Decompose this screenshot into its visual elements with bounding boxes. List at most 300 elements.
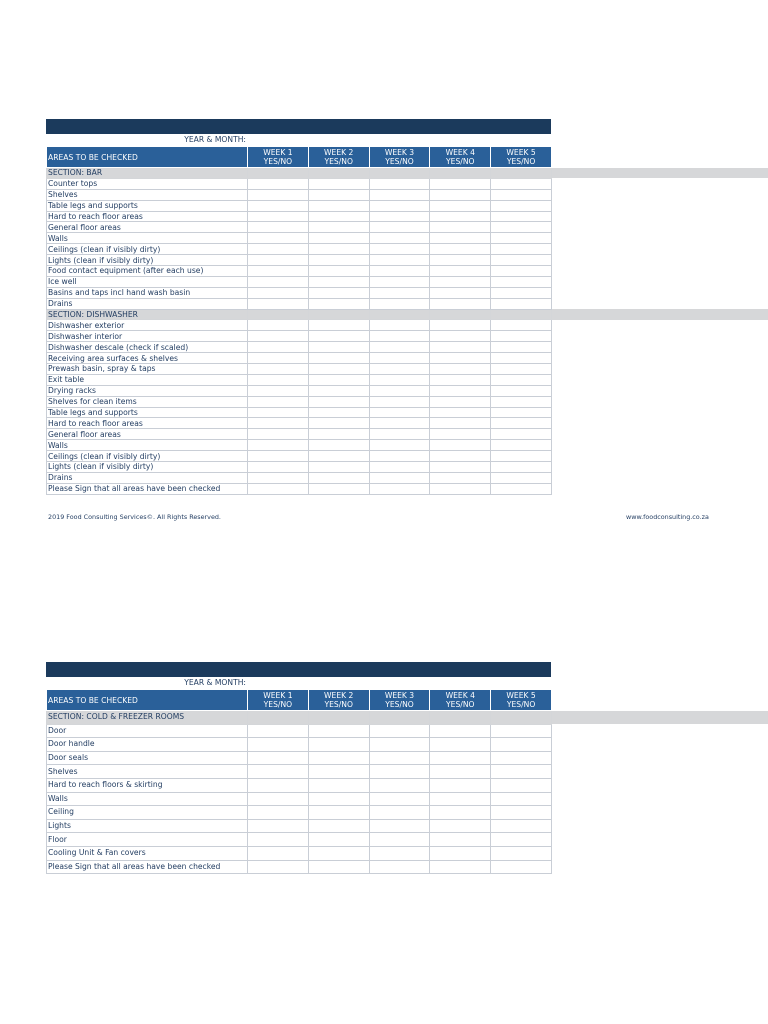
week-5-check-cell[interactable] — [491, 724, 552, 738]
table-row — [47, 266, 552, 277]
week-4-check-cell[interactable] — [430, 364, 491, 375]
week-2-check-cell[interactable] — [308, 451, 369, 462]
week-1-column-header: WEEK 1 YES/NO — [248, 690, 309, 711]
week-2-check-cell[interactable] — [308, 418, 369, 429]
week-2-check-cell[interactable] — [308, 396, 369, 407]
week-4-check-cell[interactable] — [430, 738, 491, 752]
week-4-check-cell[interactable] — [430, 266, 491, 277]
week-5-check-cell[interactable] — [491, 396, 552, 407]
table-row — [47, 451, 552, 462]
week-3-check-cell[interactable] — [369, 462, 430, 473]
week-5-check-cell[interactable] — [491, 342, 552, 353]
week-4-check-cell[interactable] — [430, 244, 491, 255]
week-5-check-cell[interactable] — [491, 331, 552, 342]
week-4-check-cell — [430, 309, 491, 320]
week-1-check-cell[interactable] — [248, 462, 309, 473]
week-4-check-cell[interactable] — [430, 374, 491, 385]
table-row — [47, 178, 552, 189]
week-5-check-cell[interactable] — [491, 276, 552, 287]
week-3-check-cell[interactable] — [369, 751, 430, 765]
week-1-check-cell[interactable] — [248, 222, 309, 233]
table-row — [47, 276, 552, 287]
week-1-check-cell — [248, 168, 309, 179]
week-4-check-cell[interactable] — [430, 211, 491, 222]
week-3-check-cell[interactable] — [369, 266, 430, 277]
week-3-check-cell[interactable] — [369, 483, 430, 494]
section-header-row — [47, 711, 552, 725]
week-4-check-cell[interactable] — [430, 846, 491, 860]
area-label: Ceilings (clean if visibly dirty) — [47, 451, 248, 462]
website-link[interactable]: www.foodconsulting.co.za — [626, 513, 709, 521]
week-3-check-cell[interactable] — [369, 364, 430, 375]
area-label: Dishwasher exterior — [47, 320, 248, 331]
week-3-check-cell[interactable] — [369, 233, 430, 244]
week-5-check-cell[interactable] — [491, 178, 552, 189]
week-4-check-cell[interactable] — [430, 298, 491, 309]
week-2-check-cell[interactable] — [308, 792, 369, 806]
week-3-check-cell[interactable] — [369, 385, 430, 396]
week-4-check-cell[interactable] — [430, 385, 491, 396]
area-label: Dishwasher descale (check if scaled) — [47, 342, 248, 353]
week-4-check-cell — [430, 711, 491, 725]
week-3-check-cell[interactable] — [369, 819, 430, 833]
week-1-check-cell[interactable] — [248, 298, 309, 309]
week-5-check-cell[interactable] — [491, 385, 552, 396]
table-row — [47, 233, 552, 244]
week-5-check-cell[interactable] — [491, 751, 552, 765]
week-2-check-cell[interactable] — [308, 200, 369, 211]
area-label: Table legs and supports — [47, 407, 248, 418]
week-3-check-cell[interactable] — [369, 374, 430, 385]
week-3-check-cell[interactable] — [369, 765, 430, 779]
week-4-check-cell[interactable] — [430, 222, 491, 233]
week-1-check-cell[interactable] — [248, 396, 309, 407]
week-3-check-cell — [369, 309, 430, 320]
area-label: Ceilings (clean if visibly dirty) — [47, 244, 248, 255]
week-4-check-cell[interactable] — [430, 806, 491, 820]
week-5-check-cell[interactable] — [491, 483, 552, 494]
table-row — [47, 765, 552, 779]
week-2-check-cell[interactable] — [308, 374, 369, 385]
area-label: Basins and taps incl hand wash basin — [47, 287, 248, 298]
week-1-check-cell[interactable] — [248, 320, 309, 331]
week-2-check-cell[interactable] — [308, 778, 369, 792]
week-4-check-cell[interactable] — [430, 331, 491, 342]
week-3-check-cell[interactable] — [369, 276, 430, 287]
week-4-check-cell[interactable] — [430, 451, 491, 462]
area-label: General floor areas — [47, 222, 248, 233]
week-5-check-cell[interactable] — [491, 833, 552, 847]
year-month-row — [46, 134, 551, 146]
week-4-check-cell[interactable] — [430, 396, 491, 407]
table-row — [47, 472, 552, 483]
week-3-check-cell[interactable] — [369, 244, 430, 255]
table-header-row — [47, 147, 552, 168]
week-4-check-cell[interactable] — [430, 407, 491, 418]
week-1-check-cell[interactable] — [248, 738, 309, 752]
week-1-check-cell[interactable] — [248, 429, 309, 440]
week-2-check-cell[interactable] — [308, 331, 369, 342]
week-1-check-cell[interactable] — [248, 806, 309, 820]
area-label: Please Sign that all areas have been checked — [47, 860, 248, 874]
week-1-check-cell[interactable] — [248, 846, 309, 860]
week-5-check-cell[interactable] — [491, 211, 552, 222]
area-label: Shelves — [47, 189, 248, 200]
week-1-check-cell[interactable] — [248, 418, 309, 429]
week-2-check-cell[interactable] — [308, 178, 369, 189]
week-2-check-cell[interactable] — [308, 462, 369, 473]
week-1-check-cell[interactable] — [248, 342, 309, 353]
table-row — [47, 819, 552, 833]
week-2-check-cell[interactable] — [308, 483, 369, 494]
copyright-notice: 2019 Food Consulting Services©. All Rights Reserved. — [48, 513, 221, 521]
week-3-check-cell[interactable] — [369, 472, 430, 483]
table-row — [47, 331, 552, 342]
table-row — [47, 200, 552, 211]
week-4-check-cell[interactable] — [430, 440, 491, 451]
week-4-check-cell[interactable] — [430, 189, 491, 200]
week-5-check-cell[interactable] — [491, 255, 552, 266]
table-row — [47, 778, 552, 792]
week-5-check-cell[interactable] — [491, 806, 552, 820]
week-5-check-cell[interactable] — [491, 462, 552, 473]
section-label: SECTION: BAR — [47, 168, 248, 179]
area-label: Cooling Unit & Fan covers — [47, 846, 248, 860]
week-1-check-cell — [248, 309, 309, 320]
week-1-check-cell[interactable] — [248, 244, 309, 255]
table-row — [47, 462, 552, 473]
week-1-check-cell[interactable] — [248, 189, 309, 200]
week-4-check-cell[interactable] — [430, 178, 491, 189]
week-1-check-cell[interactable] — [248, 353, 309, 364]
area-label: Lights (clean if visibly dirty) — [47, 462, 248, 473]
table-row — [47, 385, 552, 396]
table-row — [47, 255, 552, 266]
week-5-check-cell[interactable] — [491, 200, 552, 211]
week-5-check-cell[interactable] — [491, 778, 552, 792]
week-3-check-cell[interactable] — [369, 331, 430, 342]
week-3-check-cell[interactable] — [369, 833, 430, 847]
area-label: Walls — [47, 440, 248, 451]
table-row — [47, 222, 552, 233]
week-4-check-cell[interactable] — [430, 287, 491, 298]
week-3-check-cell[interactable] — [369, 287, 430, 298]
area-label: Prewash basin, spray & taps — [47, 364, 248, 375]
table-row — [47, 846, 552, 860]
week-2-check-cell[interactable] — [308, 724, 369, 738]
week-2-check-cell[interactable] — [308, 440, 369, 451]
table-row — [47, 211, 552, 222]
week-5-check-cell[interactable] — [491, 233, 552, 244]
week-1-check-cell[interactable] — [248, 451, 309, 462]
area-label: Shelves — [47, 765, 248, 779]
week-1-check-cell[interactable] — [248, 374, 309, 385]
week-1-check-cell[interactable] — [248, 178, 309, 189]
week-4-check-cell[interactable] — [430, 792, 491, 806]
week-2-check-cell[interactable] — [308, 287, 369, 298]
area-label: Floor — [47, 833, 248, 847]
week-2-check-cell[interactable] — [308, 320, 369, 331]
section-label: SECTION: COLD & FREEZER ROOMS — [47, 711, 248, 725]
table-row — [47, 792, 552, 806]
week-3-check-cell[interactable] — [369, 255, 430, 266]
table-row — [47, 751, 552, 765]
week-3-check-cell[interactable] — [369, 222, 430, 233]
week-2-check-cell[interactable] — [308, 244, 369, 255]
week-2-check-cell[interactable] — [308, 738, 369, 752]
week-4-check-cell[interactable] — [430, 833, 491, 847]
section-label: SECTION: DISHWASHER — [47, 309, 248, 320]
week-1-check-cell[interactable] — [248, 440, 309, 451]
week-1-check-cell[interactable] — [248, 233, 309, 244]
area-label: Drying racks — [47, 385, 248, 396]
week-5-check-cell[interactable] — [491, 451, 552, 462]
week-5-check-cell[interactable] — [491, 738, 552, 752]
week-4-check-cell[interactable] — [430, 320, 491, 331]
week-4-check-cell[interactable] — [430, 472, 491, 483]
week-4-check-cell[interactable] — [430, 765, 491, 779]
week-3-check-cell[interactable] — [369, 429, 430, 440]
checklist-table — [46, 146, 552, 495]
area-label: Dishwasher interior — [47, 331, 248, 342]
week-1-check-cell[interactable] — [248, 385, 309, 396]
week-5-check-cell[interactable] — [491, 418, 552, 429]
week-3-check-cell[interactable] — [369, 298, 430, 309]
week-5-check-cell — [491, 309, 552, 320]
week-1-check-cell[interactable] — [248, 287, 309, 298]
week-1-check-cell[interactable] — [248, 724, 309, 738]
week-1-check-cell[interactable] — [248, 778, 309, 792]
week-2-check-cell[interactable] — [308, 860, 369, 874]
area-label: Exit table — [47, 374, 248, 385]
week-5-check-cell[interactable] — [491, 472, 552, 483]
week-5-check-cell[interactable] — [491, 320, 552, 331]
area-label: Food contact equipment (after each use) — [47, 266, 248, 277]
week-1-check-cell[interactable] — [248, 472, 309, 483]
week-4-check-cell — [430, 168, 491, 179]
week-4-check-cell[interactable] — [430, 860, 491, 874]
week-3-check-cell[interactable] — [369, 320, 430, 331]
week-5-check-cell[interactable] — [491, 792, 552, 806]
area-label: Lights — [47, 819, 248, 833]
week-5-check-cell[interactable] — [491, 440, 552, 451]
week-1-check-cell[interactable] — [248, 819, 309, 833]
week-1-check-cell[interactable] — [248, 266, 309, 277]
table-row — [47, 298, 552, 309]
section-header-row — [47, 309, 552, 320]
week-1-check-cell — [248, 711, 309, 725]
week-2-check-cell[interactable] — [308, 255, 369, 266]
week-4-check-cell[interactable] — [430, 724, 491, 738]
week-1-check-cell[interactable] — [248, 255, 309, 266]
week-3-check-cell[interactable] — [369, 792, 430, 806]
areas-column-header: AREAS TO BE CHECKED — [47, 690, 248, 711]
week-2-check-cell[interactable] — [308, 211, 369, 222]
area-label: Walls — [47, 233, 248, 244]
week-2-check-cell[interactable] — [308, 222, 369, 233]
week-5-column-header: WEEK 5 YES/NO — [491, 147, 552, 168]
week-5-check-cell[interactable] — [491, 429, 552, 440]
week-2-check-cell[interactable] — [308, 765, 369, 779]
checklist-sheet-2 — [46, 662, 768, 874]
week-5-check-cell[interactable] — [491, 819, 552, 833]
week-2-check-cell[interactable] — [308, 407, 369, 418]
table-row — [47, 860, 552, 874]
week-5-check-cell[interactable] — [491, 353, 552, 364]
area-label: Counter tops — [47, 178, 248, 189]
week-5-check-cell[interactable] — [491, 860, 552, 874]
week-4-check-cell[interactable] — [430, 418, 491, 429]
week-5-check-cell[interactable] — [491, 266, 552, 277]
week-4-column-header: WEEK 4 YES/NO — [430, 147, 491, 168]
area-label: Drains — [47, 298, 248, 309]
week-4-check-cell[interactable] — [430, 462, 491, 473]
week-4-column-header: WEEK 4 YES/NO — [430, 690, 491, 711]
week-1-check-cell[interactable] — [248, 200, 309, 211]
week-2-check-cell[interactable] — [308, 353, 369, 364]
week-2-check-cell[interactable] — [308, 266, 369, 277]
week-2-check-cell[interactable] — [308, 429, 369, 440]
table-row — [47, 244, 552, 255]
week-2-check-cell[interactable] — [308, 342, 369, 353]
week-5-check-cell[interactable] — [491, 287, 552, 298]
week-5-check-cell[interactable] — [491, 765, 552, 779]
week-2-check-cell[interactable] — [308, 276, 369, 287]
week-1-check-cell[interactable] — [248, 765, 309, 779]
areas-column-header: AREAS TO BE CHECKED — [47, 147, 248, 168]
table-row — [47, 483, 552, 494]
table-row — [47, 806, 552, 820]
week-1-check-cell[interactable] — [248, 331, 309, 342]
area-label: Drains — [47, 472, 248, 483]
week-2-check-cell[interactable] — [308, 833, 369, 847]
week-1-check-cell[interactable] — [248, 276, 309, 287]
checklist-table — [46, 689, 552, 874]
week-3-check-cell — [369, 168, 430, 179]
week-2-check-cell[interactable] — [308, 233, 369, 244]
sheet-banner — [46, 662, 551, 677]
area-label: Hard to reach floor areas — [47, 211, 248, 222]
table-row — [47, 320, 552, 331]
week-3-check-cell[interactable] — [369, 440, 430, 451]
week-2-check-cell[interactable] — [308, 472, 369, 483]
week-1-check-cell[interactable] — [248, 833, 309, 847]
week-1-check-cell[interactable] — [248, 860, 309, 874]
week-1-check-cell[interactable] — [248, 211, 309, 222]
week-4-check-cell[interactable] — [430, 276, 491, 287]
week-4-check-cell[interactable] — [430, 483, 491, 494]
week-3-check-cell[interactable] — [369, 211, 430, 222]
year-month-row — [46, 677, 551, 689]
area-label: Ceiling — [47, 806, 248, 820]
week-3-check-cell[interactable] — [369, 806, 430, 820]
week-3-check-cell[interactable] — [369, 418, 430, 429]
week-3-check-cell[interactable] — [369, 353, 430, 364]
week-3-check-cell[interactable] — [369, 846, 430, 860]
week-2-check-cell[interactable] — [308, 298, 369, 309]
week-5-check-cell[interactable] — [491, 846, 552, 860]
table-row — [47, 342, 552, 353]
table-header-row — [47, 690, 552, 711]
area-label: Walls — [47, 792, 248, 806]
week-3-check-cell[interactable] — [369, 189, 430, 200]
week-1-check-cell[interactable] — [248, 483, 309, 494]
week-3-column-header: WEEK 3 YES/NO — [369, 147, 430, 168]
week-5-check-cell[interactable] — [491, 407, 552, 418]
week-3-check-cell — [369, 711, 430, 725]
week-3-check-cell[interactable] — [369, 342, 430, 353]
week-1-check-cell[interactable] — [248, 751, 309, 765]
week-4-check-cell[interactable] — [430, 255, 491, 266]
table-row — [47, 833, 552, 847]
week-2-check-cell — [308, 168, 369, 179]
week-3-check-cell[interactable] — [369, 778, 430, 792]
area-label: Shelves for clean items — [47, 396, 248, 407]
week-2-check-cell[interactable] — [308, 364, 369, 375]
area-label: Please Sign that all areas have been checked — [47, 483, 248, 494]
week-3-check-cell[interactable] — [369, 860, 430, 874]
week-2-check-cell[interactable] — [308, 385, 369, 396]
week-2-check-cell[interactable] — [308, 189, 369, 200]
week-4-check-cell[interactable] — [430, 778, 491, 792]
week-5-check-cell[interactable] — [491, 298, 552, 309]
week-1-check-cell[interactable] — [248, 407, 309, 418]
week-4-check-cell[interactable] — [430, 819, 491, 833]
table-row — [47, 396, 552, 407]
week-3-check-cell[interactable] — [369, 724, 430, 738]
week-5-column-header: WEEK 5 YES/NO — [491, 690, 552, 711]
week-5-check-cell — [491, 711, 552, 725]
week-4-check-cell[interactable] — [430, 233, 491, 244]
week-2-check-cell[interactable] — [308, 751, 369, 765]
week-5-check-cell[interactable] — [491, 364, 552, 375]
table-row — [47, 189, 552, 200]
week-2-column-header: WEEK 2 YES/NO — [308, 690, 369, 711]
area-label: Ice well — [47, 276, 248, 287]
table-row — [47, 429, 552, 440]
week-2-check-cell[interactable] — [308, 806, 369, 820]
week-2-check-cell[interactable] — [308, 819, 369, 833]
week-3-check-cell[interactable] — [369, 451, 430, 462]
table-row — [47, 353, 552, 364]
week-3-check-cell[interactable] — [369, 407, 430, 418]
table-row — [47, 724, 552, 738]
week-3-check-cell[interactable] — [369, 738, 430, 752]
area-label: Door — [47, 724, 248, 738]
week-2-check-cell[interactable] — [308, 846, 369, 860]
week-3-check-cell[interactable] — [369, 396, 430, 407]
area-label: General floor areas — [47, 429, 248, 440]
week-4-check-cell[interactable] — [430, 200, 491, 211]
week-2-check-cell — [308, 711, 369, 725]
week-3-check-cell[interactable] — [369, 200, 430, 211]
section-header-row — [47, 168, 552, 179]
week-5-check-cell[interactable] — [491, 374, 552, 385]
table-row — [47, 374, 552, 385]
week-5-check-cell[interactable] — [491, 244, 552, 255]
week-5-check-cell[interactable] — [491, 222, 552, 233]
week-1-check-cell[interactable] — [248, 364, 309, 375]
week-5-check-cell[interactable] — [491, 189, 552, 200]
week-4-check-cell[interactable] — [430, 751, 491, 765]
week-4-check-cell[interactable] — [430, 429, 491, 440]
week-3-check-cell[interactable] — [369, 178, 430, 189]
checklist-sheet-1 — [46, 119, 768, 495]
week-1-check-cell[interactable] — [248, 792, 309, 806]
week-4-check-cell[interactable] — [430, 353, 491, 364]
week-4-check-cell[interactable] — [430, 342, 491, 353]
area-label: Table legs and supports — [47, 200, 248, 211]
